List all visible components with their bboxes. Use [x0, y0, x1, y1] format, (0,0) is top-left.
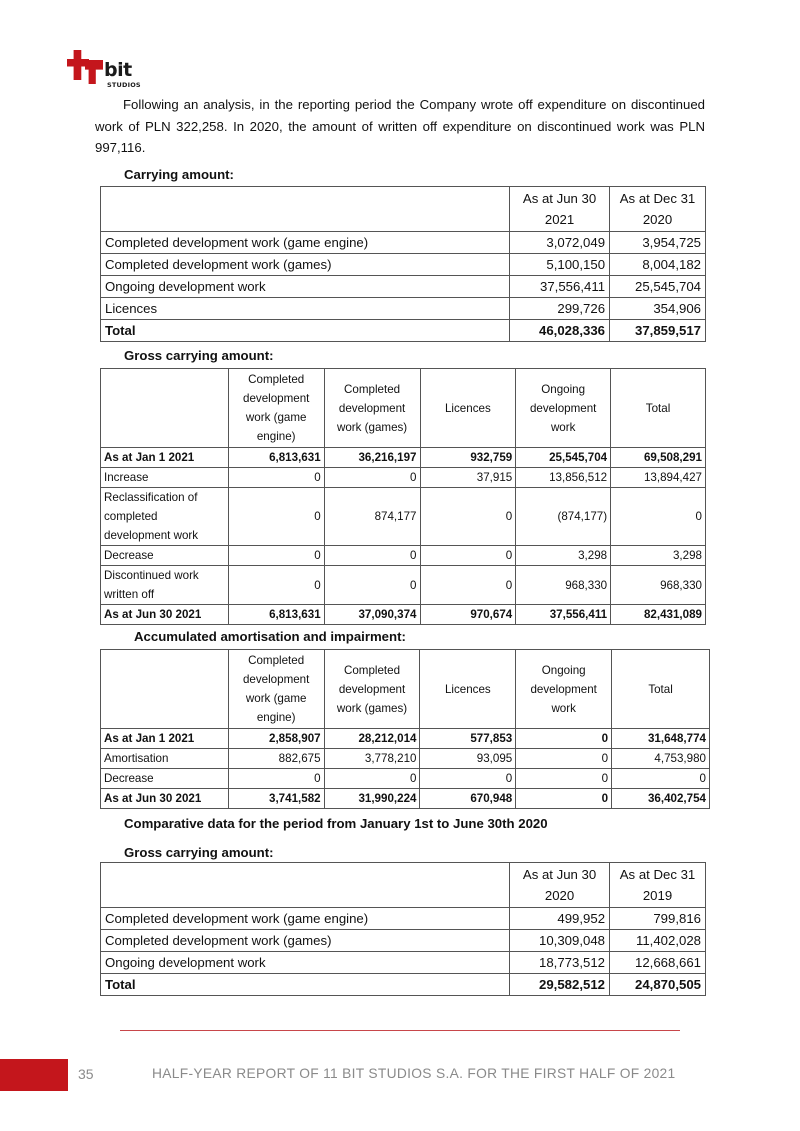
cell-value: 3,298: [611, 546, 706, 566]
table-row: [101, 769, 710, 789]
intro-paragraph: [95, 94, 705, 159]
comparative-table: [100, 862, 706, 996]
table-header-row: [101, 650, 710, 729]
cell-value: 31,990,224: [324, 789, 420, 809]
cell-value: 968,330: [516, 566, 611, 605]
cell-value: 37,915: [420, 468, 516, 488]
header-blank: [101, 369, 229, 448]
cell-value: 968,330: [611, 566, 706, 605]
cell-value: 6,813,631: [228, 605, 324, 625]
column-header: Completed development work (games): [324, 650, 420, 729]
cell-value: 874,177: [324, 488, 420, 546]
header-col2: As at Dec 31 2019: [610, 863, 706, 908]
cell-value: 0: [324, 468, 420, 488]
intro-text: Following an analysis, in the reporting period the Company wrote off expenditure on discontinued work of PLN 322,258. In 2020, the amount of written off expenditure on discontinued work was PLN 997,116.: [95, 97, 705, 155]
table-row: [101, 546, 706, 566]
table-row: [101, 468, 706, 488]
footer-divider: [120, 1030, 680, 1031]
column-header: Completed development work (game engine): [228, 650, 324, 729]
logo-word: bit: [104, 59, 132, 81]
column-header: Completed development work (game engine): [228, 369, 324, 448]
cell-value: 0: [324, 566, 420, 605]
amort-title: Accumulated amortisation and impairment:: [134, 629, 406, 644]
header-col2: As at Dec 31 2020: [610, 187, 706, 232]
cell-value: 37,556,411: [516, 605, 611, 625]
row-label: Discontinued work written off: [101, 566, 229, 605]
header-blank: [101, 187, 510, 232]
cell-value: 0: [228, 468, 324, 488]
cell-value: 0: [516, 729, 612, 749]
table-header-row: [101, 369, 706, 448]
column-header: Licences: [420, 369, 516, 448]
cell-value: 69,508,291: [611, 448, 706, 468]
column-header: Completed development work (games): [324, 369, 420, 448]
amort-table: [100, 649, 710, 809]
cell-value: 0: [516, 749, 612, 769]
cell-value: 0: [228, 488, 324, 546]
column-header: Ongoing development work: [516, 369, 611, 448]
cell-value: 3,298: [516, 546, 611, 566]
cell-value: 0: [420, 488, 516, 546]
footer-accent-bar: [0, 1059, 68, 1091]
row-label: Increase: [101, 468, 229, 488]
table-row: [101, 605, 706, 625]
company-logo: [67, 48, 147, 92]
table-row: Completed development work (games) 10,309,048 11,402,028: [101, 930, 706, 952]
logo-sub: STUDIOS: [107, 81, 141, 89]
cell-value: 970,674: [420, 605, 516, 625]
table-row: [101, 488, 706, 546]
cell-value: 31,648,774: [612, 729, 710, 749]
carrying-table: [100, 186, 706, 342]
cell-value: 82,431,089: [611, 605, 706, 625]
cell-value: 2,858,907: [228, 729, 324, 749]
cell-value: 0: [228, 546, 324, 566]
cell-value: 0: [516, 789, 612, 809]
table-row: [101, 789, 710, 809]
cell-value: 93,095: [420, 749, 516, 769]
table-row: Completed development work (game engine) 3,072,049 3,954,725: [101, 232, 706, 254]
table-row: Ongoing development work 37,556,411 25,545,704: [101, 276, 706, 298]
gross-table: [100, 368, 706, 625]
cell-value: 13,856,512: [516, 468, 611, 488]
cell-value: 3,778,210: [324, 749, 420, 769]
cell-value: (874,177): [516, 488, 611, 546]
cell-value: 577,853: [420, 729, 516, 749]
header-blank: [101, 650, 229, 729]
table-row: [101, 729, 710, 749]
cell-value: 0: [420, 546, 516, 566]
column-header: Ongoing development work: [516, 650, 612, 729]
cell-value: 0: [612, 769, 710, 789]
gross-title: Gross carrying amount:: [124, 348, 274, 363]
header-col1: As at Jun 30 2020: [510, 863, 610, 908]
table-header-row: [101, 187, 706, 232]
row-label: As at Jun 30 2021: [101, 789, 229, 809]
comparative-title: Comparative data for the period from January 1st to June 30th 2020: [124, 816, 548, 831]
row-label: Decrease: [101, 769, 229, 789]
table-row: Ongoing development work 18,773,512 12,668,661: [101, 952, 706, 974]
table-row: [101, 448, 706, 468]
cell-value: 36,216,197: [324, 448, 420, 468]
cell-value: 882,675: [228, 749, 324, 769]
table-row: Licences 299,726 354,906: [101, 298, 706, 320]
table-header-row: [101, 863, 706, 908]
cell-value: 25,545,704: [516, 448, 611, 468]
row-label: As at Jan 1 2021: [101, 448, 229, 468]
total-row: Total 29,582,512 24,870,505: [101, 974, 706, 996]
cell-value: 3,741,582: [228, 789, 324, 809]
footer-title: HALF-YEAR REPORT OF 11 BIT STUDIOS S.A. FOR THE FIRST HALF OF 2021: [152, 1066, 676, 1081]
cell-value: 37,090,374: [324, 605, 420, 625]
cell-value: 0: [516, 769, 612, 789]
row-label: As at Jun 30 2021: [101, 605, 229, 625]
comparative-subtitle: Gross carrying amount:: [124, 845, 274, 860]
cell-value: 0: [611, 488, 706, 546]
row-label: As at Jan 1 2021: [101, 729, 229, 749]
row-label: Reclassification of completed development work: [101, 488, 229, 546]
logo-mark-2: [85, 60, 103, 84]
total-row: Total 46,028,336 37,859,517: [101, 320, 706, 342]
cell-value: 0: [228, 566, 324, 605]
table-row: Completed development work (games) 5,100,150 8,004,182: [101, 254, 706, 276]
table-row: [101, 749, 710, 769]
cell-value: 670,948: [420, 789, 516, 809]
cell-value: 0: [228, 769, 324, 789]
cell-value: 36,402,754: [612, 789, 710, 809]
cell-value: 6,813,631: [228, 448, 324, 468]
cell-value: 4,753,980: [612, 749, 710, 769]
cell-value: 0: [324, 546, 420, 566]
table-row: Completed development work (game engine) 499,952 799,816: [101, 908, 706, 930]
cell-value: 0: [420, 769, 516, 789]
cell-value: 13,894,427: [611, 468, 706, 488]
header-blank: [101, 863, 510, 908]
column-header: Total: [611, 369, 706, 448]
cell-value: 932,759: [420, 448, 516, 468]
table-row: [101, 566, 706, 605]
column-header: Total: [612, 650, 710, 729]
header-col1: As at Jun 30 2021: [510, 187, 610, 232]
row-label: Amortisation: [101, 749, 229, 769]
row-label: Decrease: [101, 546, 229, 566]
column-header: Licences: [420, 650, 516, 729]
cell-value: 28,212,014: [324, 729, 420, 749]
page-number: 35: [78, 1066, 94, 1082]
carrying-title: Carrying amount:: [124, 167, 234, 182]
cell-value: 0: [420, 566, 516, 605]
cell-value: 0: [324, 769, 420, 789]
